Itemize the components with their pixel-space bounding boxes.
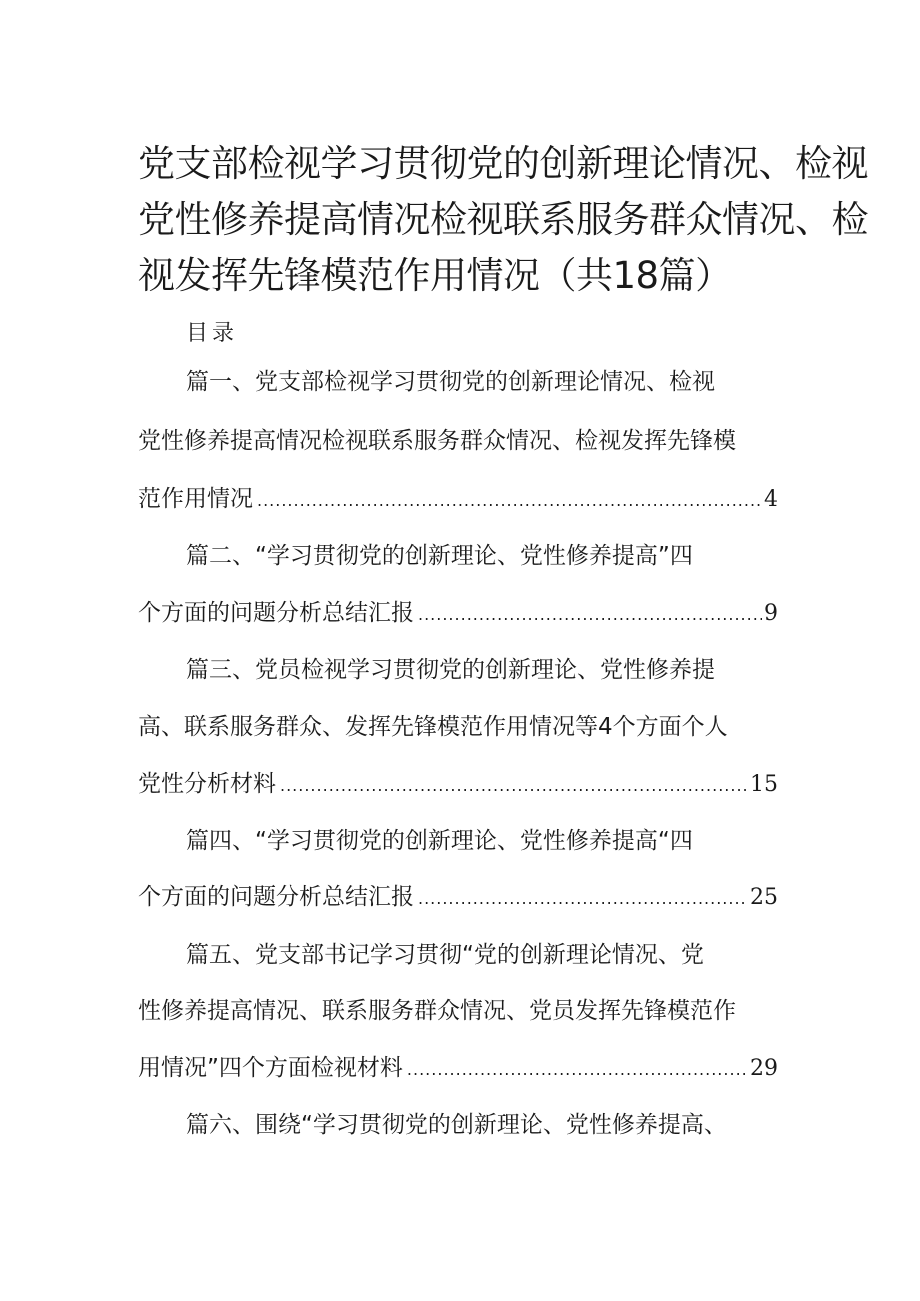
toc-entry-3-line-2[interactable]: 高、联系服务群众、发挥先锋模范作用情况等4个方面个人 <box>138 714 728 740</box>
title-line: 党性修养提高情况检视联系服务群众情况、检 <box>138 198 868 241</box>
title-line: 党支部检视学习贯彻党的创新理论情况、检视 <box>138 142 868 185</box>
toc-entry-5-line-2[interactable]: 性修养提高情况、联系服务群众情况、党员发挥先锋模范作 <box>138 998 736 1024</box>
toc-entry-4-line-2[interactable] <box>138 880 778 914</box>
document-title <box>138 136 868 304</box>
toc-entry-6-line-1[interactable]: 篇六、围绕“学习贯彻党的创新理论、党性修养提高、 <box>186 1112 727 1138</box>
dot-leader <box>280 769 748 803</box>
toc-page-number: 29 <box>750 1056 778 1081</box>
dot-leader <box>257 484 762 518</box>
toc-page-number: 4 <box>764 487 778 512</box>
toc-entry-text: 范作用情况 <box>138 486 253 512</box>
toc-entry-5-line-3[interactable] <box>138 1051 778 1085</box>
toc-entry-text: 用情况”四个方面检视材料 <box>138 1055 403 1081</box>
dot-leader <box>407 1053 748 1087</box>
toc-page-number: 9 <box>764 601 778 626</box>
toc-heading: 目录 <box>186 321 239 346</box>
toc-entry-5-line-1[interactable]: 篇五、党支部书记学习贯彻“党的创新理论情况、党 <box>186 942 704 968</box>
toc-entry-text: 党性分析材料 <box>138 771 276 797</box>
dot-leader <box>418 598 762 632</box>
toc-entry-1-line-3[interactable] <box>138 482 778 516</box>
toc-entry-1-line-2[interactable]: 党性修养提高情况检视联系服务群众情况、检视发挥先锋模 <box>138 428 736 454</box>
toc-entry-1-line-1[interactable]: 篇一、党支部检视学习贯彻党的创新理论情况、检视 <box>186 369 715 395</box>
toc-entry-3-line-3[interactable] <box>138 767 778 801</box>
toc-entry-2-line-1[interactable]: 篇二、“学习贯彻党的创新理论、党性修养提高”四 <box>186 543 693 569</box>
title-line: 视发挥先锋模范作用情况（共18篇） <box>138 254 732 297</box>
toc-entry-text: 个方面的问题分析总结汇报 <box>138 600 414 626</box>
toc-entry-text: 个方面的问题分析总结汇报 <box>138 884 414 910</box>
toc-entry-3-line-1[interactable]: 篇三、党员检视学习贯彻党的创新理论、党性修养提 <box>186 657 715 683</box>
toc-page-number: 25 <box>750 885 778 910</box>
toc-page-number: 15 <box>750 772 778 797</box>
toc-entry-2-line-2[interactable] <box>138 596 778 630</box>
dot-leader <box>418 882 748 916</box>
toc-entry-4-line-1[interactable]: 篇四、“学习贯彻党的创新理论、党性修养提高“四 <box>186 828 693 854</box>
